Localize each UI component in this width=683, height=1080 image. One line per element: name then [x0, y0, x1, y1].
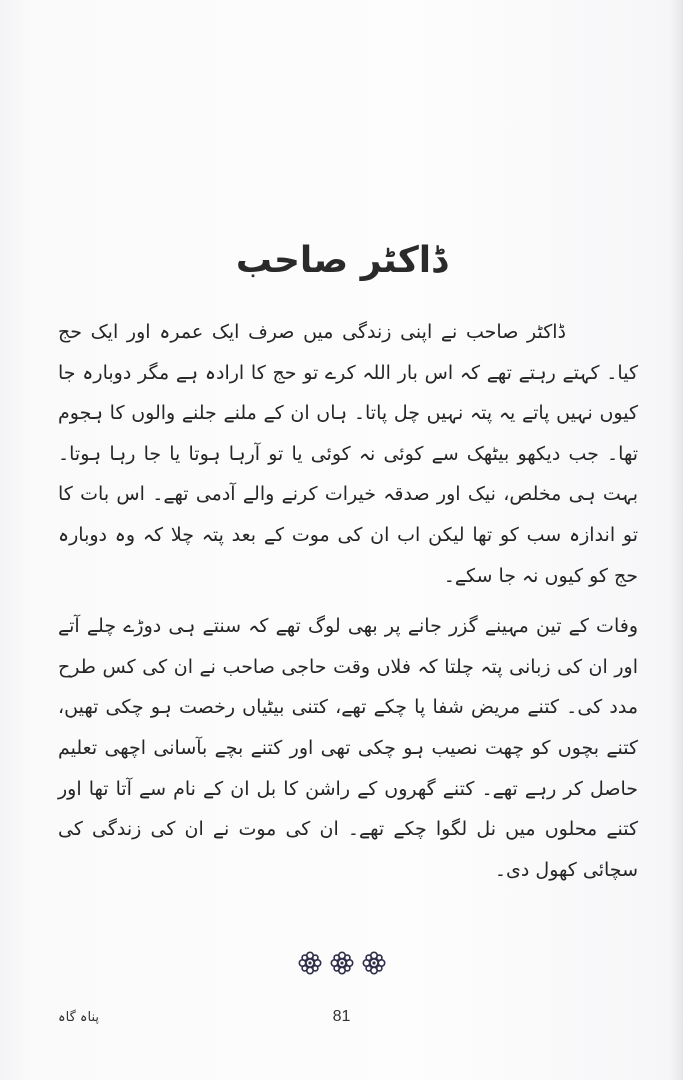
page-number: 81 — [332, 1008, 351, 1025]
page-edge-shadow — [669, 0, 683, 1080]
section-end-ornaments — [0, 950, 683, 976]
paragraph-1: ڈاکٹر صاحب نے اپنی زندگی میں صرف ایک عمرہ اور ایک حج کیا۔ کہتے رہتے تھے کہ اس بار اللہ کرے تو حج کا ارادہ ہے مگر دوبارہ جا کیوں نہیں پاتے یہ پتہ نہیں چل پاتا۔ ہاں ان کے ملنے جلنے والوں کا ہجوم تھا۔ جب دیکھو بیٹھک سے کوئی نہ کوئی یا تو آرہا ہوتا یا جا رہا ہوتا۔ بہت ہی مخلص، نیک اور صدقہ خیرات کرنے والے آدمی تھے۔ اس بات کا تو اندازہ سب کو تھا لیکن اب ان کی موت کے بعد پتہ چلا کہ وہ دوبارہ حج کو کیوں نہ جا سکے۔ — [58, 321, 638, 587]
paragraph-2: وفات کے تین مہینے گزر جانے پر بھی لوگ تھے کہ سنتے ہی دوڑے چلے آتے اور ان کی زبانی پتہ چلتا کہ فلاں وقت حاجی صاحب نے ان کی کس طرح مدد کی۔ کتنے مریض شفا پا چکے تھے، کتنی بیٹیاں رخصت ہو چکی تھیں، کتنے بچوں کو چھت نصیب ہو چکی تھی اور کتنے بچے بآسانی اچھی تعلیم حاصل کر رہے تھے۔ کتنے گھروں کے راشن کا بل ان کے نام سے آتا تھا اور کتنے محلوں میں نل لگوا چکے تھے۔ ان کی موت نے ان کی زندگی کی سچائی کھول دی۔ — [58, 615, 638, 881]
chapter-title: ڈاکٹر صاحب — [235, 240, 448, 281]
rosette-icon — [329, 950, 355, 976]
chapter-body — [58, 312, 638, 890]
book-title-footer: پناہ گاہ — [58, 1010, 100, 1025]
rosette-icon — [361, 950, 387, 976]
rosette-icon — [297, 950, 323, 976]
